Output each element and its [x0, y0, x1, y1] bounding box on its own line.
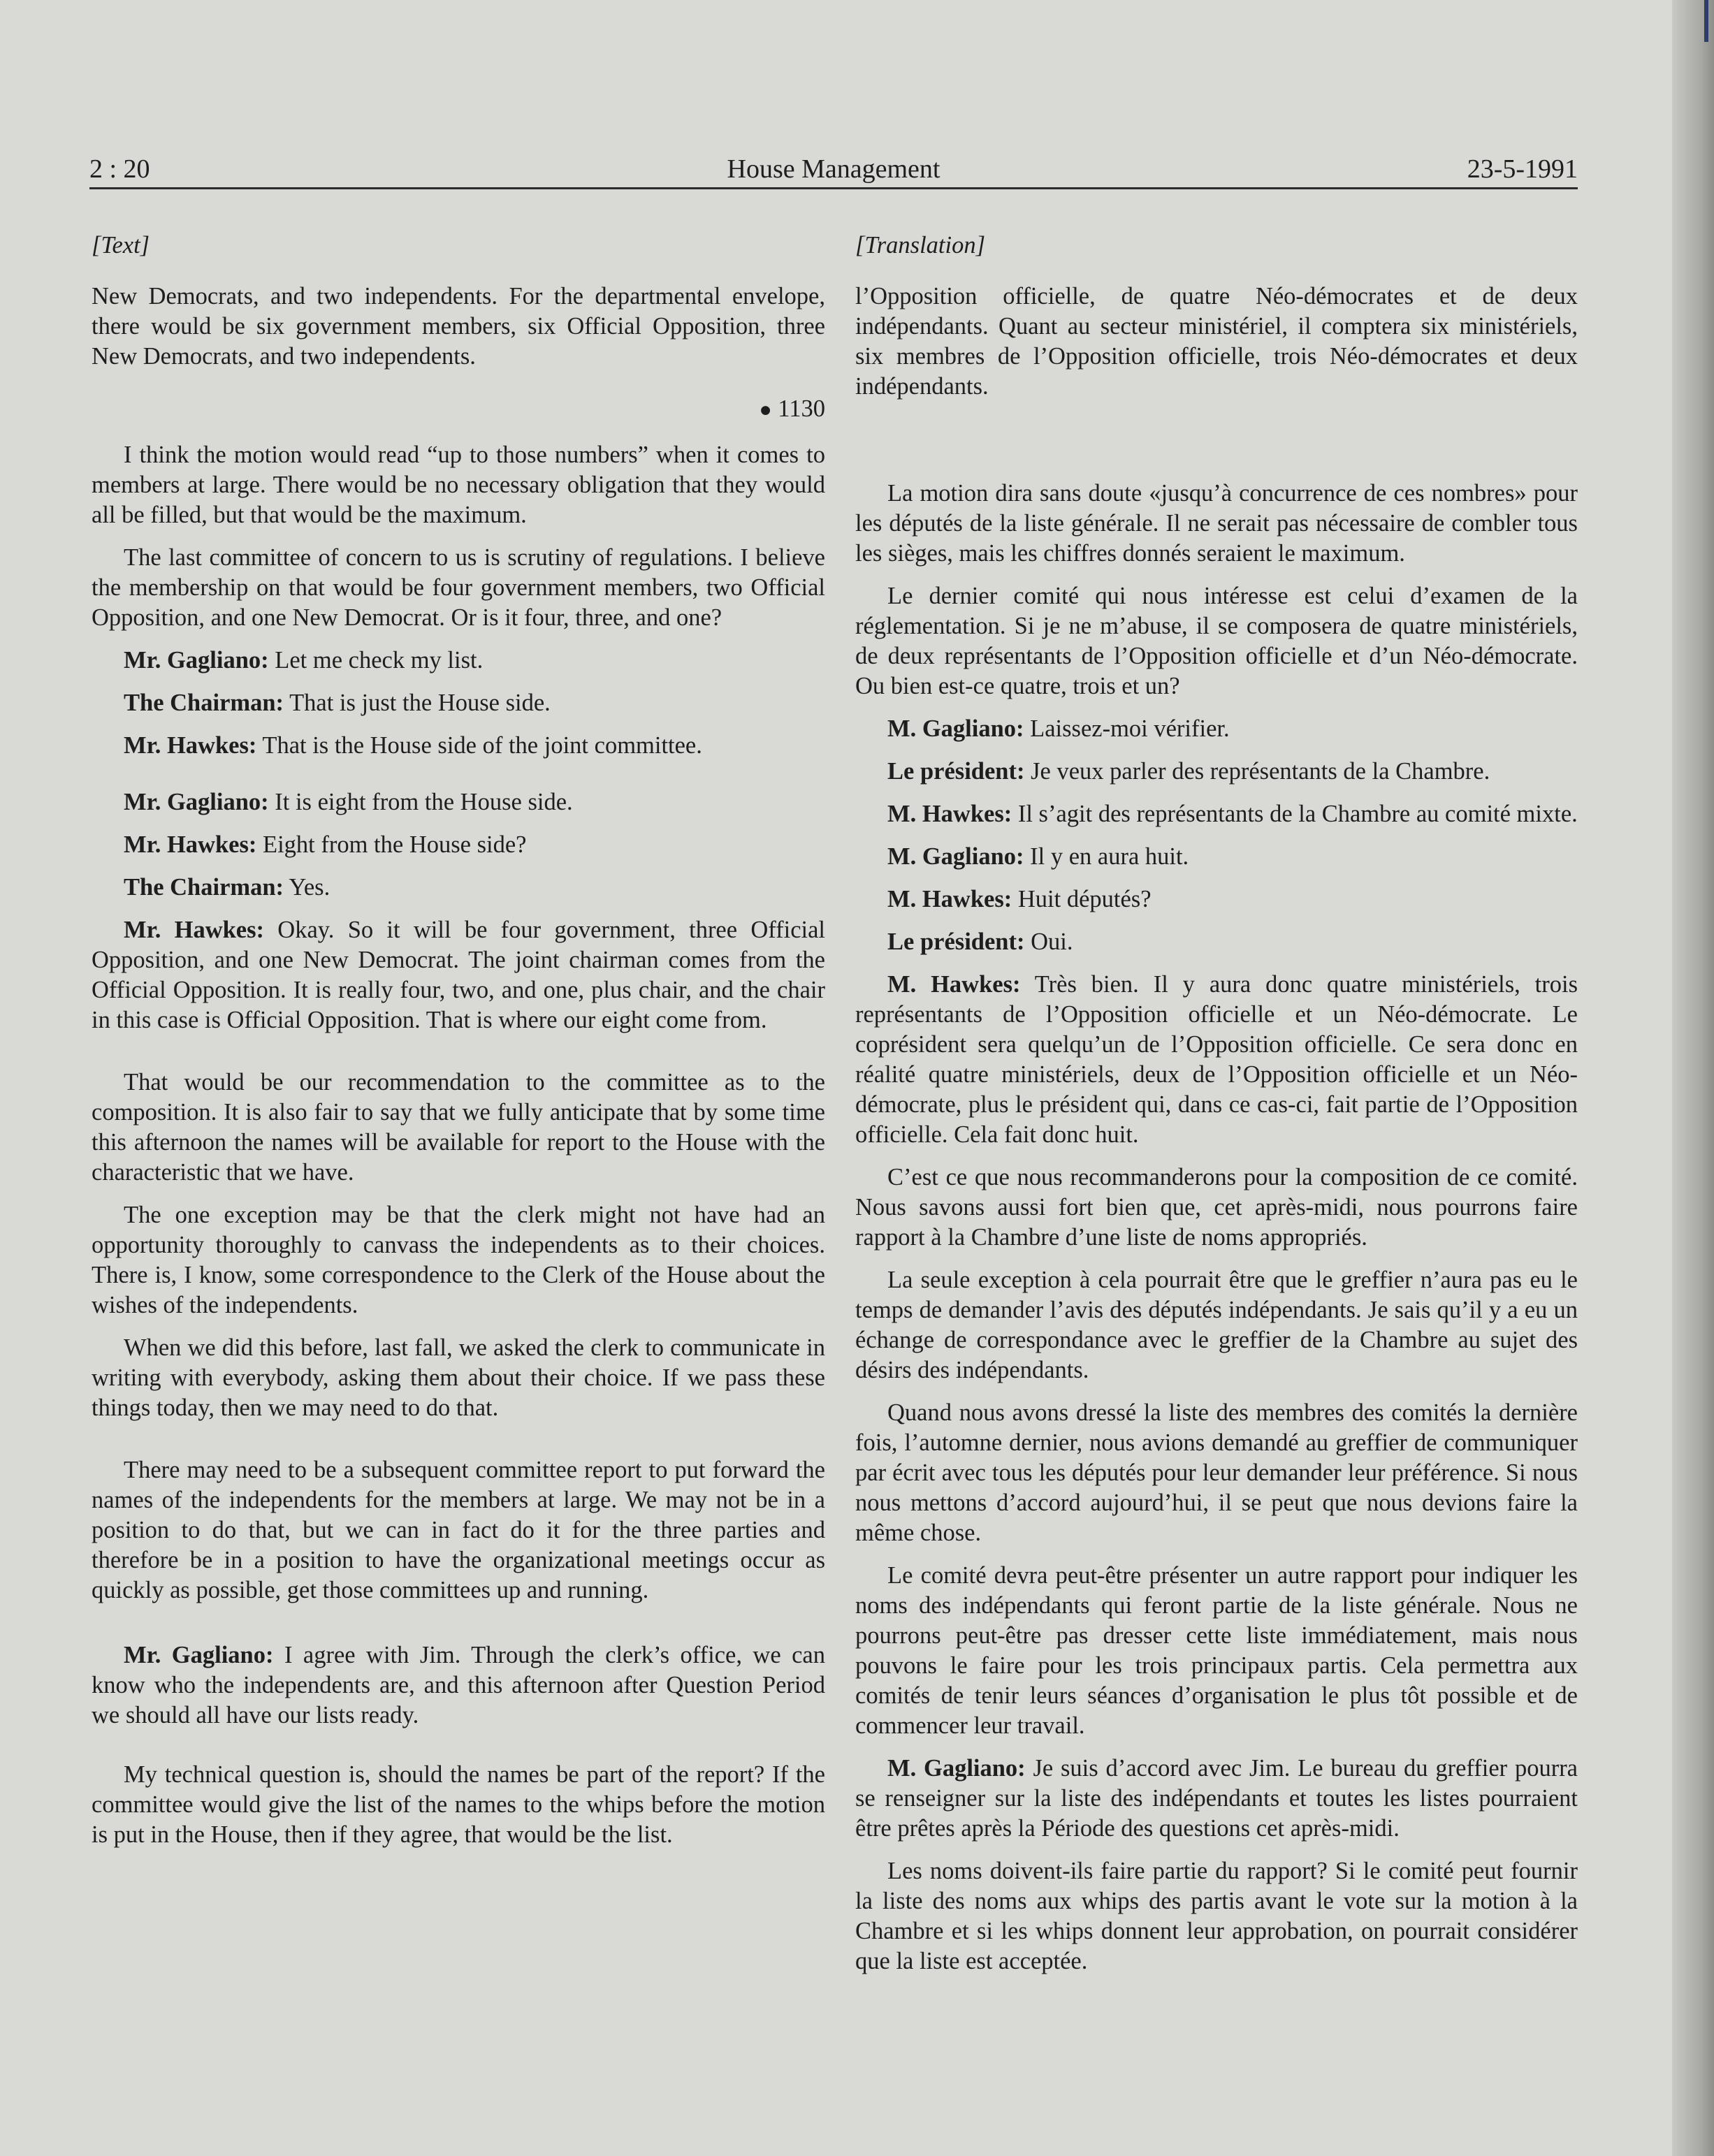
publication-title: House Management	[727, 154, 940, 184]
speaker-name: Le président:	[887, 758, 1025, 785]
speaker-name: M. Gagliano:	[887, 843, 1024, 870]
paragraph: Le comité devra peut-être présenter un autre rapport pour indiquer les noms des indépendants qui feront partie de la liste générale. Nous ne pourrons peut-être pas dresser cette liste immédiatement, mais nous pouvons le faire pour les trois principaux partis. Cela permettra aux comités de tenir leurs séances d’organisation le plus tôt possible et de commencer leur travail.	[855, 1562, 1578, 1739]
speaker-name: The Chairman:	[124, 690, 284, 716]
speaker-turn: Mr. Gagliano: Let me check my list.	[124, 647, 484, 673]
french-column	[855, 231, 1578, 1989]
paragraph: l’Opposition officielle, de quatre Néo-démocrates et de deux indépendants. Quant au secteur ministériel, il comptera six ministériels, six membres de l’Opposition officielle, trois Néo-démocrates et deux indépendants.	[855, 283, 1578, 400]
speaker-name: Mr. Hawkes:	[124, 831, 257, 858]
speaker-turn: M. Hawkes: Huit députés?	[887, 886, 1152, 912]
paragraph: Quand nous avons dressé la liste des membres des comités la dernière fois, l’automne dernier, nous avions demandé au greffier de communiquer par écrit avec tous les députés pour leur demander leur préférence. Si nous nous mettons d’accord aujourd’hui, il se peut que nous devions faire la même chose.	[855, 1399, 1578, 1546]
speaker-turn: Mr. Gagliano: It is eight from the House side.	[124, 789, 573, 815]
paragraph: C’est ce que nous recommanderons pour la composition de ce comité. Nous savons aussi fort bien que, cet après-midi, nous pourrons faire rapport à la Chambre d’une liste de noms appropriés.	[855, 1164, 1578, 1251]
sitting-date: 23-5-1991	[1467, 154, 1578, 184]
speaker-name: Mr. Hawkes:	[124, 917, 265, 943]
speaker-name: Mr. Gagliano:	[124, 789, 269, 815]
speaker-name: Le président:	[887, 928, 1025, 955]
page-number: 2 : 20	[89, 154, 150, 184]
paragraph: Les noms doivent-ils faire partie du rapport? Si le comité peut fournir la liste des noms aux whips des partis avant le vote sur la motion à la Chambre et si les whips donnent leur approbation, on pourrait considérer que la liste est acceptée.	[855, 1858, 1578, 1974]
paragraph: The one exception may be that the clerk might not have had an opportunity thoroughly to canvass the independents as to their choices. There is, I know, some correspondence to the Clerk of the House about the wishes of the independents.	[92, 1202, 825, 1318]
time-marker: ● 1130	[759, 395, 825, 422]
paragraph: Le dernier comité qui nous intéresse est celui d’examen de la réglementation. Si je ne m’abuse, il se composera de quatre ministériels, de deux représentants de l’Opposition officielle et d’un Néo-démocrate. Ou bien est-ce quatre, trois et un?	[855, 583, 1578, 699]
speaker-name: Mr. Gagliano:	[124, 647, 269, 673]
speaker-turn: The Chairman: That is just the House side.	[124, 690, 551, 716]
speaker-name: Mr. Gagliano:	[124, 1642, 274, 1668]
speaker-turn: Le président: Je veux parler des représentants de la Chambre.	[887, 758, 1490, 785]
page-gutter-shadow	[1672, 0, 1714, 2156]
paragraph: My technical question is, should the names be part of the report? If the committee would give the list of the names to the whips before the motion is put in the House, then if they agree, that would be the list.	[92, 1761, 825, 1848]
paragraph: That would be our recommendation to the committee as to the composition. It is also fair to say that we fully anticipate that by some time this afternoon the names will be available for report to the House with the characteristic that we have.	[92, 1069, 825, 1186]
speaker-turn: M. Hawkes: Très bien. Il y aura donc quatre ministériels, trois représentants de l’Opposition officielle et un Néo-démocrate. Le coprésident sera quelqu’un de l’Opposition officielle. Ce sera donc en réalité quatre ministériels, deux de l’Opposition officielle et un Néo-démocrate, plus le président qui, dans ce cas-ci, fait partie de l’Opposition officielle. Cela fait donc huit.	[855, 971, 1578, 1148]
speaker-turn: The Chairman: Yes.	[124, 874, 331, 901]
paragraph: I think the motion would read “up to those numbers” when it comes to members at large. There would be no necessary obligation that they would all be filled, but that would be the maximum.	[92, 442, 825, 528]
english-column	[92, 231, 825, 1863]
speaker-turn: Mr. Hawkes: Okay. So it will be four government, three Official Opposition, and one New Democrat. The joint chairman comes from the Official Opposition. It is really four, two, and one, plus chair, and the chair in this case is Official Opposition. That is where our eight come from.	[92, 917, 825, 1033]
speaker-turn: Mr. Hawkes: Eight from the House side?	[124, 831, 527, 858]
speaker-turn: M. Gagliano: Laissez-moi vérifier.	[887, 715, 1230, 742]
paragraph: La seule exception à cela pourrait être que le greffier n’aura pas eu le temps de demander l’avis des députés indépendants. Je sais qu’il y a eu un échange de correspondance avec le greffier de la Chambre au sujet des désirs des indépendants.	[855, 1267, 1578, 1383]
speaker-turn: M. Gagliano: Il y en aura huit.	[887, 843, 1189, 870]
speaker-name: The Chairman:	[124, 874, 284, 901]
column-label: [Text]	[92, 232, 150, 258]
paragraph: La motion dira sans doute «jusqu’à concurrence de ces nombres» pour les députés de la liste générale. Il ne serait pas nécessaire de combler tous les sièges, mais les chiffres donnés seraient le maximum.	[855, 480, 1578, 567]
speaker-turn: M. Hawkes: Il s’agit des représentants de la Chambre au comité mixte.	[887, 801, 1578, 827]
running-header	[89, 152, 1578, 189]
paragraph: The last committee of concern to us is scrutiny of regulations. I believe the membership on that would be four government members, two Official Opposition, and one New Democrat. Or is it four, three, and one?	[92, 544, 825, 631]
speaker-turn: Mr. Hawkes: That is the House side of the joint committee.	[124, 732, 702, 759]
speaker-name: M. Gagliano:	[887, 1755, 1026, 1782]
speaker-name: M. Gagliano:	[887, 715, 1024, 742]
speaker-turn: M. Gagliano: Je suis d’accord avec Jim. Le bureau du greffier pourra se renseigner sur la liste des indépendants et toutes les listes pourraient être prêtes après la Période des questions cet après-midi.	[855, 1755, 1578, 1842]
speaker-name: M. Hawkes:	[887, 801, 1012, 827]
speaker-name: M. Hawkes:	[887, 886, 1012, 912]
speaker-turn: Mr. Gagliano: I agree with Jim. Through the clerk’s office, we can know who the independents are, and this afternoon after Question Period we should all have our lists ready.	[92, 1642, 825, 1728]
book-spine-edge	[1704, 0, 1708, 42]
speaker-name: M. Hawkes:	[887, 971, 1021, 998]
bullet-icon: ●	[759, 398, 772, 421]
paragraph: New Democrats, and two independents. For the departmental envelope, there would be six government members, six Official Opposition, three New Democrats, and two independents.	[92, 283, 825, 370]
paragraph: When we did this before, last fall, we asked the clerk to communicate in writing with everybody, asking them about their choice. If we pass these things today, then we may need to do that.	[92, 1334, 825, 1421]
paragraph: There may need to be a subsequent committee report to put forward the names of the independents for the members at large. We may not be in a position to do that, but we can in fact do it for the three parties and therefore be in a position to have the organizational meetings occur as quickly as possible, get those committees up and running.	[92, 1457, 825, 1603]
speaker-name: Mr. Hawkes:	[124, 732, 257, 759]
column-label: [Translation]	[855, 232, 986, 258]
speaker-turn: Le président: Oui.	[887, 928, 1073, 955]
